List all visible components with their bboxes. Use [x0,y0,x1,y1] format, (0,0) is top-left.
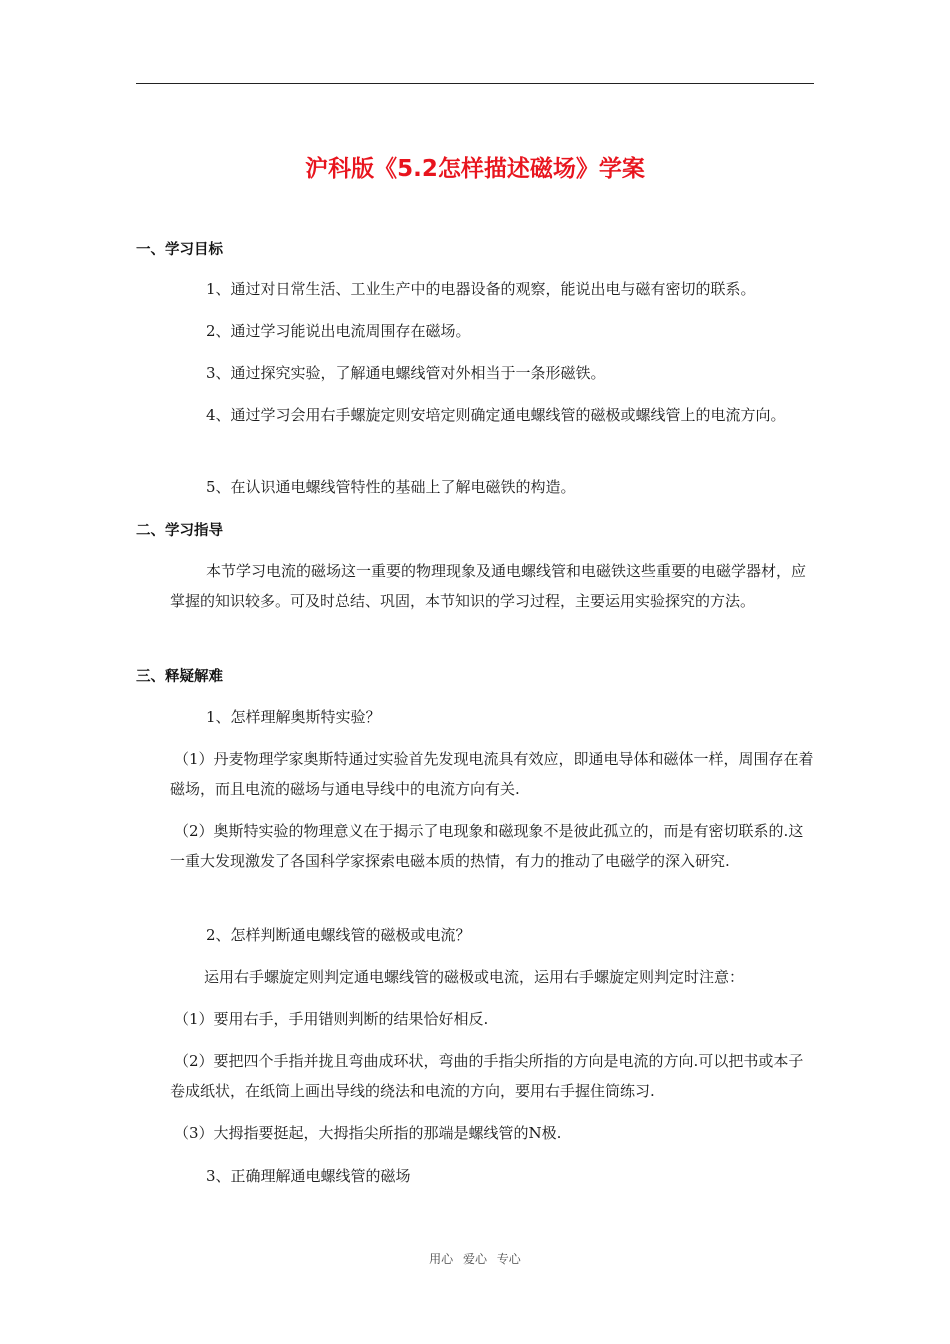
question-1: 1、怎样理解奥斯特实验？ [206,708,381,726]
goal-item-4: 4、通过学习会用右手螺旋定则安培定则确定通电螺线管的磁极或螺线管上的电流方向。 [206,406,786,424]
question-3: 3、正确理解通电螺线管的磁场 [206,1167,411,1185]
answer-2-point-3: （3）大拇指要挺起，大拇指尖所指的那端是螺线管的N极. [174,1124,562,1142]
answer-2-point-1: （1）要用右手，手用错则判断的结果恰好相反. [174,1010,489,1028]
goal-item-1: 1、通过对日常生活、工业生产中的电器设备的观察，能说出电与磁有密切的联系。 [206,280,756,298]
goal-item-5: 5、在认识通电螺线管特性的基础上了解电磁铁的构造。 [206,478,576,496]
document-title: 沪科版《5.2怎样描述磁场》学案 [305,156,645,182]
question-2: 2、怎样判断通电螺线管的磁极或电流？ [206,926,471,944]
section-heading-guidance: 二、学习指导 [136,523,223,539]
guidance-paragraph: 本节学习电流的磁场这一重要的物理现象及通电螺线管和电磁铁这些重要的电磁学器材，应掌握的知识较多。可及时总结、巩固，本节知识的学习过程，主要运用实验探究的方法。 [170,562,807,610]
answer-1-point-1: （1）丹麦物理学家奥斯特通过实验首先发现电流具有效应，即通电导体和磁体一样，周围存在着磁场，而且电流的磁场与通电导线中的电流方向有关. [170,750,814,798]
section-heading-goals: 一、学习目标 [136,242,223,258]
answer-2-point-2: （2）要把四个手指并拢且弯曲成环状，弯曲的手指尖所指的方向是电流的方向.可以把书或本子卷成纸状，在纸筒上画出导线的绕法和电流的方向，要用右手握住筒练习. [170,1052,804,1100]
answer-2-intro: 运用右手螺旋定则判定通电螺线管的磁极或电流，运用右手螺旋定则判定时注意： [204,968,745,986]
page-footer: 用心 爱心 专心 [429,1252,521,1266]
goal-item-3: 3、通过探究实验，了解通电螺线管对外相当于一条形磁铁。 [206,364,606,382]
answer-1-point-2: （2）奥斯特实验的物理意义在于揭示了电现象和磁现象不是彼此孤立的，而是有密切联系的.这一重大发现激发了各国科学家探索电磁本质的热情，有力的推动了电磁学的深入研究. [170,822,804,870]
section-heading-qa: 三、释疑解难 [136,669,223,685]
goal-item-2: 2、通过学习能说出电流周围存在磁场。 [206,322,471,340]
header-rule [136,83,814,84]
